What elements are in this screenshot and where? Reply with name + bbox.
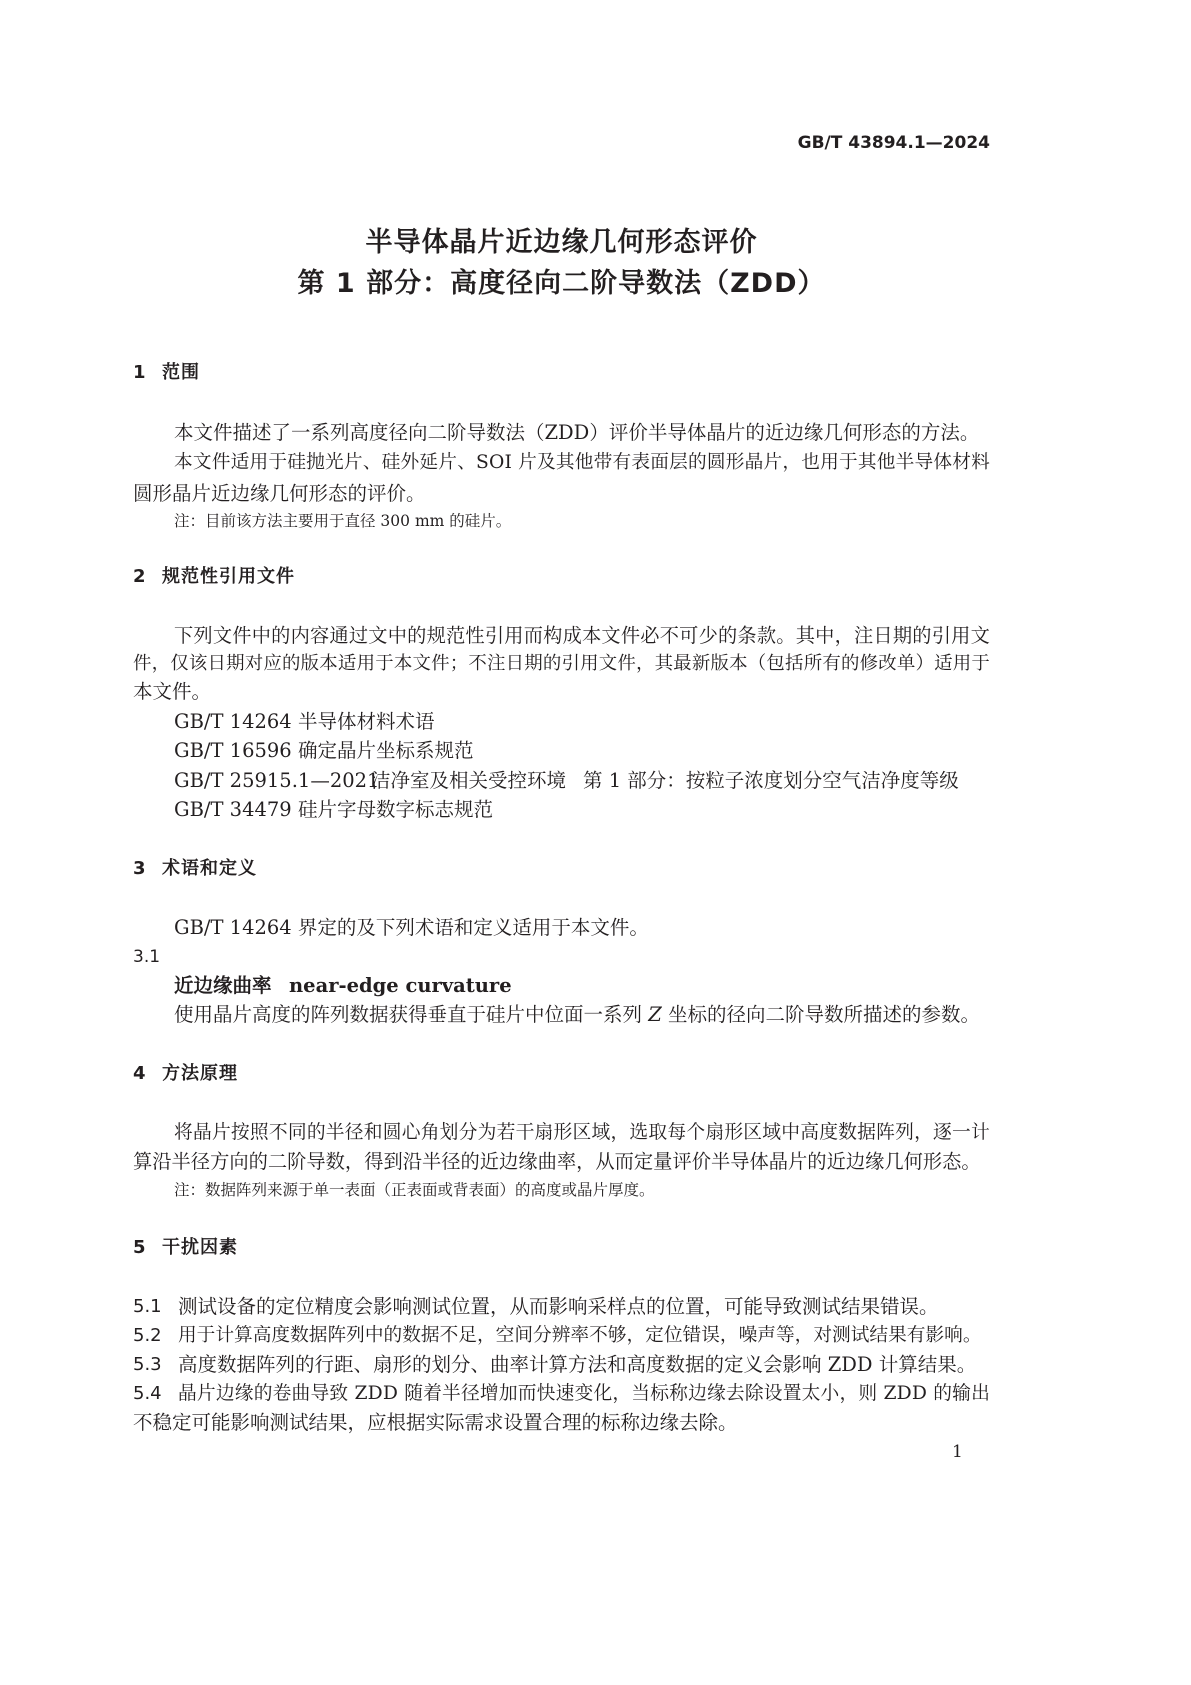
reference-code: GB/T 25915.1—2021 (174, 769, 380, 792)
term-definition (174, 1003, 990, 1027)
clause-text: 晶片边缘的卷曲导致 ZDD 随着半径增加而快速变化，当标称边缘去除设置太小，则 ZDD 的输出 (178, 1383, 990, 1404)
clause-text: 用于计算高度数据阵列中的数据不足，空间分辨率不够，定位错误，噪声等，对测试结果有影响。 (178, 1325, 982, 1346)
normative-refs-paragraph-line-2: 件，仅该日期对应的版本适用于本文件；不注日期的引用文件，其最新版本（包括所有的修改单）适用于 (133, 653, 990, 674)
clause-text: 高度数据阵列的行距、扇形的划分、曲率计算方法和高度数据的定义会影响 ZDD 计算结果。 (178, 1353, 977, 1376)
document-title-line-1: 半导体晶片近边缘几何形态评价 (365, 227, 758, 258)
reference-code: GB/T 16596 (174, 739, 292, 762)
reference-part-title: 第 1 部分：按粒子浓度划分空气洁净度等级 (583, 769, 959, 792)
section-2-number: 2 (133, 566, 146, 587)
scope-paragraph-1: 本文件描述了一系列高度径向二阶导数法（ZDD）评价半导体晶片的近边缘几何形态的方法。 (174, 421, 980, 444)
principle-note: 注：数据阵列来源于单一表面（正表面或背表面）的高度或晶片厚度。 (174, 1181, 655, 1199)
reference-title: 洁净室及相关受控环境 (371, 769, 567, 792)
scope-paragraph-2-line-1: 本文件适用于硅抛光片、硅外延片、SOI 片及其他带有表面层的圆形晶片，也用于其他半导体材料 (174, 452, 990, 473)
z-coordinate-symbol: Z (648, 1003, 662, 1026)
section-4-number: 4 (133, 1063, 146, 1084)
page-number: 1 (952, 1442, 963, 1462)
section-3-title: 术语和定义 (162, 858, 257, 879)
scope-note: 注：目前该方法主要用于直径 300 mm 的硅片。 (174, 512, 512, 530)
term-number: 3.1 (133, 947, 161, 967)
document-number: GB/T 43894.1—2024 (797, 133, 990, 153)
clause-number: 5.4 (133, 1383, 162, 1404)
reference-title: 硅片字母数字标志规范 (298, 798, 494, 821)
section-2-title: 规范性引用文件 (162, 566, 295, 587)
section-1-number: 1 (133, 362, 146, 383)
principle-paragraph-line-1: 将晶片按照不同的半径和圆心角划分为若干扇形区域，选取每个扇形区域中高度数据阵列，逐一计 (174, 1122, 990, 1143)
reference-item (0, 798, 1191, 822)
clause-text-continued: 不稳定可能影响测试结果，应根据实际需求设置合理的标称边缘去除。 (133, 1411, 738, 1434)
reference-code: GB/T 34479 (174, 798, 292, 821)
section-3-number: 3 (133, 858, 146, 879)
reference-title: 确定晶片坐标系规范 (298, 739, 474, 762)
clause-number: 5.2 (133, 1325, 162, 1346)
document-title-line-2: 第 1 部分：高度径向二阶导数法（ZDD） (297, 268, 826, 299)
term-definition-text: 使用晶片高度的阵列数据获得垂直于硅片中位面一系列 (174, 1003, 649, 1026)
reference-item (0, 739, 1191, 763)
term-chinese: 近边缘曲率 (174, 974, 272, 997)
reference-item (0, 769, 1191, 793)
reference-item (0, 710, 1191, 734)
section-1-title: 范围 (162, 362, 200, 383)
clause-text: 测试设备的定位精度会影响测试位置，从而影响采样点的位置，可能导致测试结果错误。 (178, 1295, 939, 1318)
reference-title: 半导体材料术语 (298, 710, 435, 733)
normative-refs-paragraph-line-1: 下列文件中的内容通过文中的规范性引用而构成本文件必不可少的条款。其中，注日期的引用文 (174, 624, 990, 647)
reference-code: GB/T 14264 (174, 710, 292, 733)
clause-number: 5.1 (133, 1296, 162, 1317)
terms-intro-paragraph: GB/T 14264 界定的及下列术语和定义适用于本文件。 (174, 916, 649, 939)
section-4-title: 方法原理 (162, 1063, 238, 1084)
section-5-title: 干扰因素 (162, 1237, 238, 1258)
section-5-number: 5 (133, 1237, 146, 1258)
term-definition-text: 坐标的径向二阶导数所描述的参数。 (661, 1003, 980, 1026)
scope-paragraph-2-line-2: 圆形晶片近边缘几何形态的评价。 (133, 482, 426, 505)
term-english: near-edge curvature (289, 974, 512, 997)
normative-refs-paragraph-line-3: 本文件。 (133, 680, 212, 703)
clause-number: 5.3 (133, 1354, 162, 1375)
principle-paragraph-line-2: 算沿半径方向的二阶导数，得到沿半径的近边缘曲率，从而定量评价半导体晶片的近边缘几何形态。 (133, 1150, 981, 1173)
